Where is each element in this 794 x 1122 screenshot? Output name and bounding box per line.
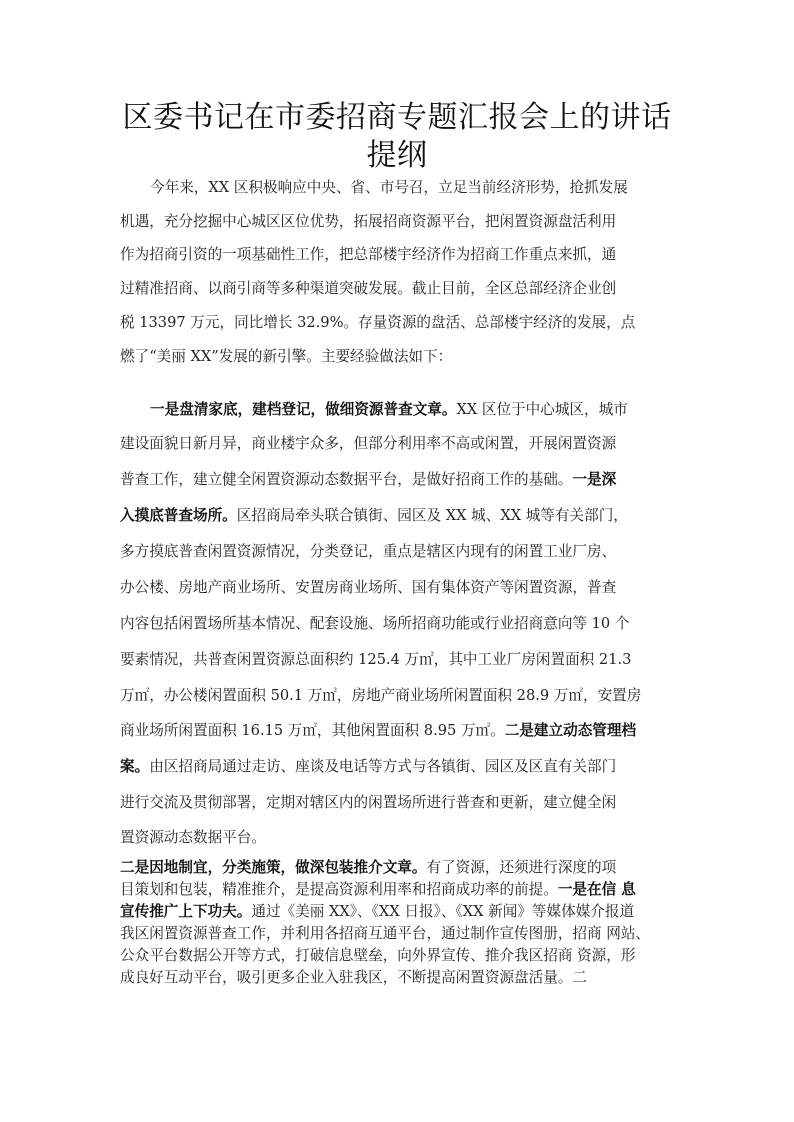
paragraph-line: 过精准招商、以商引商等多种渠道突破发展。截止目前，全区总部经济企业创	[120, 280, 617, 297]
section-1-line-1	[150, 400, 628, 420]
paragraph-text: 普查工作，建立健全闲置资源动态数据平台，是做好招商工作的基础。	[120, 471, 573, 488]
document-title-line-1: 区委书记在市委招商专题汇报会上的讲话	[122, 100, 672, 135]
paragraph-line: 作为招商引资的一项基础性工作，把总部楼宇经济作为招商工作重点来抓，通	[120, 246, 617, 263]
subpoint-heading: 一是深	[572, 471, 617, 488]
paragraph-text: XX 区位于中心城区，城市	[456, 401, 628, 418]
paragraph-text: 区招商局牵头联合镇街、园区及 XX 城、XX 城等有关部门，	[236, 507, 628, 524]
subpoint-heading: 入摸底普查场所。	[120, 507, 237, 524]
section-1-line-3	[120, 470, 616, 490]
paragraph-text: 商业场所闲置面积 16.15 万㎡，其他闲置面积 8.95 万㎡。	[120, 722, 505, 739]
paragraph-text: 通过《美丽 XX》、《XX 日报》、《XX 新闻》等媒体媒介报道	[251, 903, 635, 920]
section-1-line-10	[120, 721, 636, 741]
section-2-heading: 二是因地制宜，分类施策，做深包装推介文章。	[120, 859, 427, 876]
section-2-line-2	[120, 880, 636, 900]
paragraph-line: 万㎡，办公楼闲置面积 50.1 万㎡，房地产商业场所闲置面积 28.9 万㎡，安置房	[120, 687, 642, 704]
document-title-line-2: 提纲	[366, 138, 428, 173]
paragraph-line: 今年来，XX 区积极响应中央、省、市号召，立足当前经济形势，抢抓发展	[150, 179, 628, 196]
paragraph-line: 公众平台数据公开等方式，打破信息壁垒，向外界宣传、推介我区招商 资源，形	[120, 947, 636, 964]
paragraph-line: 税 13397 万元，同比增长 32.9%。存量资源的盘活、总部楼宇经济的发展，点	[120, 314, 636, 331]
section-2-line-1	[120, 858, 616, 878]
paragraph-text: 由区招商局通过走访、座谈及电话等方式与各镇街、园区及区直有关部门	[149, 758, 617, 775]
paragraph-line: 置资源动态数据平台。	[120, 829, 266, 846]
paragraph-line: 建设面貌日新月异，商业楼宇众多，但部分利用率不高或闲置，开展闲置资源	[120, 435, 617, 452]
paragraph-line: 我区闲置资源普查工作，并利用各招商互通平台，通过制作宣传图册，招商 网站、	[120, 925, 651, 942]
subpoint-heading: 宣传推广上下功夫。	[120, 903, 252, 920]
paragraph-line: 进行交流及贯彻部署，定期对辖区内的闲置场所进行普查和更新，建立健全闲	[120, 794, 617, 811]
paragraph-line: 内容包括闲置场所基本情况、配套设施、场所招商功能或行业招商意向等 10 个	[120, 615, 630, 632]
paragraph-line: 机遇，充分挖掘中心城区区位优势，拓展招商资源平台，把闲置资源盘活利用	[120, 213, 617, 230]
section-1-line-11	[120, 757, 616, 777]
subpoint-heading: 一是在信 息	[557, 881, 636, 898]
subpoint-heading: 二是建立动态管理档	[504, 722, 637, 739]
paragraph-line: 办公楼、房地产商业场所、安置房商业场所、国有集体资产等闲置资源，普查	[120, 579, 617, 596]
paragraph-line: 要素情况，共普查闲置资源总面积约 125.4 万㎡，其中工业厂房闲置面积 21.3	[120, 651, 632, 668]
paragraph-line: 多方摸底普查闲置资源情况，分类登记，重点是辖区内现有的闲置工业厂房、	[120, 543, 617, 560]
paragraph-line: 燃了“美丽 XX”发展的新引擎。主要经验做法如下：	[120, 348, 453, 365]
section-1-line-4	[120, 506, 628, 526]
paragraph-text: 目策划和包装，精准推介，是提高资源利用率和招商成功率的前提。	[120, 881, 558, 898]
paragraph-text: 有了资源，还须进行深度的项	[426, 859, 617, 876]
section-1-heading: 一是盘清家底，建档登记，做细资源普查文章。	[150, 401, 457, 418]
subpoint-heading: 案。	[120, 758, 150, 775]
paragraph-line: 成良好互动平台，吸引更多企业入驻我区，不断提高闲置资源盘活量。二	[120, 969, 588, 986]
section-2-line-3	[120, 902, 634, 922]
